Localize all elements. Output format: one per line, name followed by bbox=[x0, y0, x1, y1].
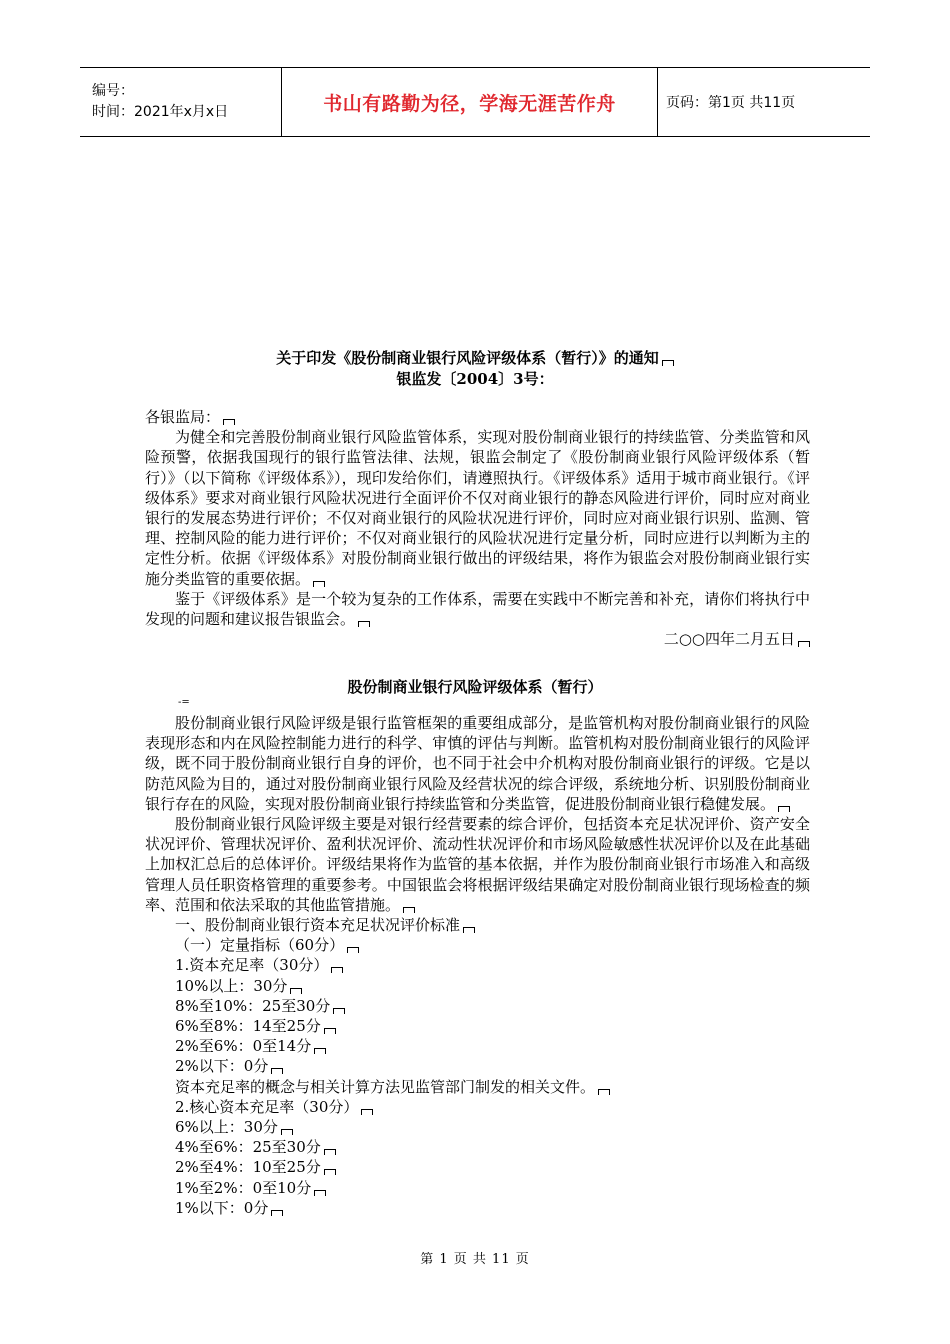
criteria-line bbox=[145, 1117, 810, 1137]
notice-paragraph-2 bbox=[145, 589, 810, 629]
criteria-line bbox=[145, 996, 810, 1016]
criteria-line bbox=[145, 1178, 810, 1198]
document-header bbox=[80, 67, 870, 137]
paragraph-mark-icon bbox=[598, 1089, 610, 1095]
paragraph-mark-icon bbox=[324, 1028, 336, 1034]
paragraph-mark-icon bbox=[271, 1210, 283, 1216]
criteria-line bbox=[145, 1056, 810, 1076]
paragraph-mark-icon bbox=[223, 419, 235, 425]
notice-title: 关于印发《股份制商业银行风险评级体系（暂行）》的通知 bbox=[276, 349, 659, 367]
criteria-line-text: 1.资本充足率（30分） bbox=[175, 956, 329, 975]
criteria-line bbox=[145, 915, 810, 935]
paragraph-mark-icon bbox=[290, 988, 302, 994]
notice-number-line bbox=[0, 368, 950, 389]
paragraph-mark-icon bbox=[314, 1190, 326, 1196]
criteria-line bbox=[145, 955, 810, 975]
criteria-line-text: 资本充足率的概念与相关计算方法见监管部门制发的相关文件。 bbox=[175, 1077, 596, 1096]
paragraph-mark-icon bbox=[281, 1129, 293, 1135]
system-paragraph-1 bbox=[145, 713, 810, 814]
salutation-line bbox=[145, 407, 810, 427]
criteria-line bbox=[145, 1097, 810, 1117]
paragraph-mark-icon bbox=[347, 947, 359, 953]
system-paragraph-2-text: 股份制商业银行风险评级主要是对银行经营要素的综合评价，包括资本充足状况评价、资产安全状况评价、管理状况评价、盈利状况评价、流动性状况评价和市场风险敏感性状况评价以及在此基础上加权汇总后的总体评价。评级结果将作为监管的基本依据，并作为股份制商业银行市场准入和高级管理人员任职资格管理的重要参考。中国银监会将根据评级结果确定对股份制商业银行现场检查的频率、范围和依法采取的其他监管措施。 bbox=[145, 815, 810, 914]
system-paragraph-2 bbox=[145, 814, 810, 915]
criteria-line-text: 1%至2%：0至10分 bbox=[175, 1178, 312, 1197]
paragraph-mark-icon bbox=[361, 1109, 373, 1115]
notice-paragraph-2-text: 鉴于《评级体系》是一个较为复杂的工作体系，需要在实践中不断完善和补充，请你们将执行中发现的问题和建议报告银监会。 bbox=[145, 589, 810, 629]
criteria-line-text: 1%以下：0分 bbox=[175, 1198, 269, 1217]
header-page-label: 页码：第1页 共11页 bbox=[666, 95, 796, 111]
notice-date: 二○○四年二月五日 bbox=[663, 630, 795, 649]
paragraph-mark-icon bbox=[403, 907, 415, 913]
system-title: 股份制商业银行风险评级体系（暂行） bbox=[347, 678, 603, 696]
paragraph-mark-icon bbox=[313, 581, 325, 587]
paragraph-mark-icon bbox=[358, 621, 370, 627]
paragraph-mark-icon bbox=[463, 927, 475, 933]
criteria-line-text: 6%以上：30分 bbox=[175, 1118, 278, 1137]
criteria-line bbox=[145, 1036, 810, 1056]
paragraph-mark-icon bbox=[324, 1169, 336, 1175]
notice-doc-number: 银监发〔2004〕3号： bbox=[396, 370, 554, 388]
notice-date-line bbox=[145, 629, 810, 649]
header-slogan-cell bbox=[282, 68, 658, 136]
page-footer: 第 1 页 共 11 页 bbox=[420, 1252, 530, 1267]
criteria-line-text: 2.核心资本充足率（30分） bbox=[175, 1097, 359, 1116]
criteria-line-text: 6%至8%：14至25分 bbox=[175, 1017, 321, 1036]
paragraph-mark-icon bbox=[271, 1068, 283, 1074]
criteria-line-text: 2%至4%：10至25分 bbox=[175, 1158, 321, 1177]
header-meta bbox=[80, 68, 282, 136]
document-time-label: 时间：2021年x月x日 bbox=[92, 104, 229, 120]
criteria-line bbox=[145, 976, 810, 996]
notice-paragraph-1 bbox=[145, 427, 810, 589]
criteria-line-text: 2%以下：0分 bbox=[175, 1057, 269, 1076]
criteria-line bbox=[145, 1137, 810, 1157]
notice-body bbox=[145, 407, 810, 649]
notice-title-line bbox=[0, 347, 950, 368]
criteria-list bbox=[145, 915, 810, 1218]
paragraph-mark-icon bbox=[662, 360, 674, 366]
document-number-label: 编号： bbox=[92, 83, 134, 99]
criteria-line bbox=[145, 935, 810, 955]
system-title-line bbox=[0, 676, 950, 697]
criteria-line-text: （一）定量指标（60分） bbox=[175, 936, 345, 955]
criteria-line-text: 10%以上：30分 bbox=[175, 976, 288, 995]
paragraph-mark-icon bbox=[331, 967, 343, 973]
criteria-line bbox=[145, 1157, 810, 1177]
system-paragraph-1-text: 股份制商业银行风险评级是银行监管框架的重要组成部分，是监管机构对股份制商业银行的风险表现形态和内在风险控制能力进行的科学、审慎的评估与判断。监管机构对股份制商业银行的风险评级，既不同于股份制商业银行自身的评价，也不同于社会中介机构对股份制商业银行的评级。它是以防范风险为目的，通过对股份制商业银行风险及经营状况的综合评级，系统地分析、识别股份制商业银行存在的风险，实现对股份制商业银行持续监管和分类监管，促进股份制商业银行稳健发展。 bbox=[145, 714, 810, 813]
header-page-cell bbox=[658, 68, 870, 136]
criteria-line-text: 2%至6%：0至14分 bbox=[175, 1037, 312, 1056]
system-body bbox=[145, 713, 810, 1218]
paragraph-mark-icon bbox=[314, 1048, 326, 1054]
salutation: 各银监局： bbox=[145, 408, 221, 426]
criteria-line bbox=[145, 1016, 810, 1036]
criteria-line-text: 一、股份制商业银行资本充足状况评价标准 bbox=[175, 916, 461, 935]
paragraph-mark-icon bbox=[333, 1008, 345, 1014]
section-marker: -= bbox=[178, 697, 190, 708]
criteria-line bbox=[145, 1198, 810, 1218]
criteria-line-text: 4%至6%：25至30分 bbox=[175, 1138, 321, 1157]
paragraph-mark-icon bbox=[324, 1149, 336, 1155]
criteria-line bbox=[145, 1077, 810, 1097]
paragraph-mark-icon bbox=[798, 641, 810, 647]
criteria-line-text: 8%至10%：25至30分 bbox=[175, 996, 331, 1015]
header-slogan: 书山有路勤为径，学海无涯苦作舟 bbox=[323, 92, 616, 115]
paragraph-mark-icon bbox=[778, 806, 790, 812]
notice-paragraph-1-text: 为健全和完善股份制商业银行风险监管体系，实现对股份制商业银行的持续监管、分类监管和风险预警，依据我国现行的银行监管法律、法规，银监会制定了《股份制商业银行风险评级体系（暂行）》（以下简称《评级体系》），现印发给你们，请遵照执行。《评级体系》适用于城市商业银行。《评级体系》要求对商业银行风险状况进行全面评价不仅对商业银行的静态风险进行评价，同时应对商业银行的发展态势进行评价；不仅对商业银行的风险状况进行评价，同时应对商业银行识别、监测、管理、控制风险的能力进行评价；不仅对商业银行的风险状况进行定量分析，同时应进行以判断为主的定性分析。依据《评级体系》对股份制商业银行做出的评级结果，将作为银监会对股份制商业银行实施分类监管的重要依据。 bbox=[145, 428, 810, 588]
